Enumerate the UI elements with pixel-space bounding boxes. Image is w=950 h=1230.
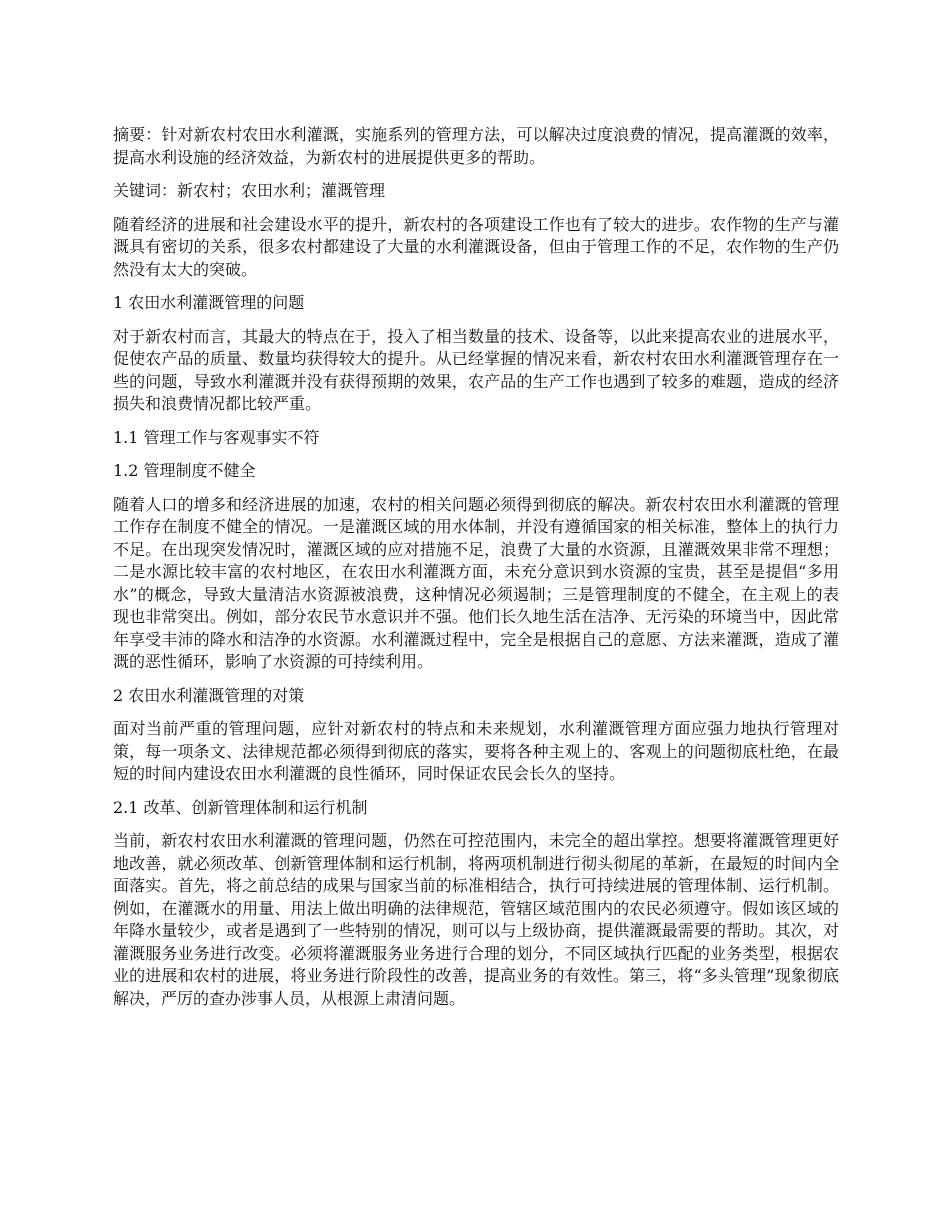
section-1-paragraph: 对于新农村而言，其最大的特点在于，投入了相当数量的技术、设备等，以此来提高农业的进展水平，促使农产品的质量、数量均获得较大的提升。从已经掌握的情况来看，新农村农田水利灌溉管理存在一些的问题，导致水利灌溉并没有获得预期的效果，农产品的生产工作也遇到了较多的难题，造成的经济损失和浪费情况都比较严重。 xyxy=(113,326,839,413)
section-2-heading: 2 农田水利灌溉管理的对策 xyxy=(113,685,305,705)
intro-paragraph: 随着经济的进展和社会建设水平的提升，新农村的各项建设工作也有了较大的进步。农作物的生产与灌溉具有密切的关系，很多农村都建设了大量的水利灌溉设备，但由于管理工作的不足，农作物的生产仍然没有太大的突破。 xyxy=(113,214,839,279)
document-body xyxy=(113,124,839,1021)
section-1-1-heading: 1.1 管理工作与客观事实不符 xyxy=(113,427,320,447)
section-2-1-heading: 2.1 改革、创新管理体制和运行机制 xyxy=(113,797,368,817)
abstract-paragraph: 摘要：针对新农村农田水利灌溉，实施系列的管理方法，可以解决过度浪费的情况，提高灌溉的效率，提高水利设施的经济效益，为新农村的进展提供更多的帮助。 xyxy=(113,125,839,167)
keywords-line: 关键词：新农村；农田水利；灌溉管理 xyxy=(113,181,386,200)
section-2-paragraph: 面对当前严重的管理问题，应针对新农村的特点和未来规划，水利灌溉管理方面应强力地执行管理对策，每一项条文、法律规范都必须得到彻底的落实，要将各种主观上的、客观上的问题彻底杜绝，在最短的时间内建设农田水利灌溉的良性循环，同时保证农民会长久的坚持。 xyxy=(113,719,839,783)
section-1-2-heading: 1.2 管理制度不健全 xyxy=(113,461,256,480)
section-2-1-paragraph: 当前，新农村农田水利灌溉的管理问题，仍然在可控范围内，未完全的超出掌控。想要将灌溉管理更好地改善，就必须改革、创新管理体制和运行机制，将两项机制进行彻头彻尾的革新，在最短的时间内全面落实。首先，将之前总结的成果与国家当前的标准相结合，执行可持续进展的管理体制、运行机制。例如，在灌溉水的用量、用法上做出明确的法律规范，管辖区域范围内的农民必须遵守。假如该区域的年降水量较少，或者是遇到了一些特别的情况，则可以与上级协商，提供灌溉最需要的帮助。其次，对灌溉服务业务进行改变。必须将灌溉服务业务进行合理的划分，不同区域执行匹配的业务类型，根据农业的进展和农村的进展，将业务进行阶段性的改善，提高业务的有效性。第三，将“多头管理”现象彻底解决，严厉的查办涉事人员，从根源上肃清问题。 xyxy=(113,831,839,1008)
section-1-heading: 1 农田水利灌溉管理的问题 xyxy=(113,293,305,312)
section-1-2-paragraph: 随着人口的增多和经济进展的加速，农村的相关问题必须得到彻底的解决。新农村农田水利灌溉的管理工作存在制度不健全的情况。一是灌溉区域的用水体制，并没有遵循国家的相关标准，整体上的执行力不足。在出现突发情况时，灌溉区域的应对措施不足，浪费了大量的水资源，且灌溉效果非常不理想；二是水源比较丰富的农村地区，在农田水利灌溉方面，未充分意识到水资源的宝贵，甚至是提倡“多用水”的概念，导致大量清洁水资源被浪费，这种情况必须遏制；三是管理制度的不健全，在主观上的表现也非常突出。例如，部分农民节水意识并不强。他们长久地生活在洁净、无污染的环境当中，因此常年享受丰沛的降水和洁净的水资源。水利灌溉过程中，完全是根据自己的意愿、方法来灌溉，造成了灌溉的恶性循环，影响了水资源的可持续利用。 xyxy=(113,494,839,671)
